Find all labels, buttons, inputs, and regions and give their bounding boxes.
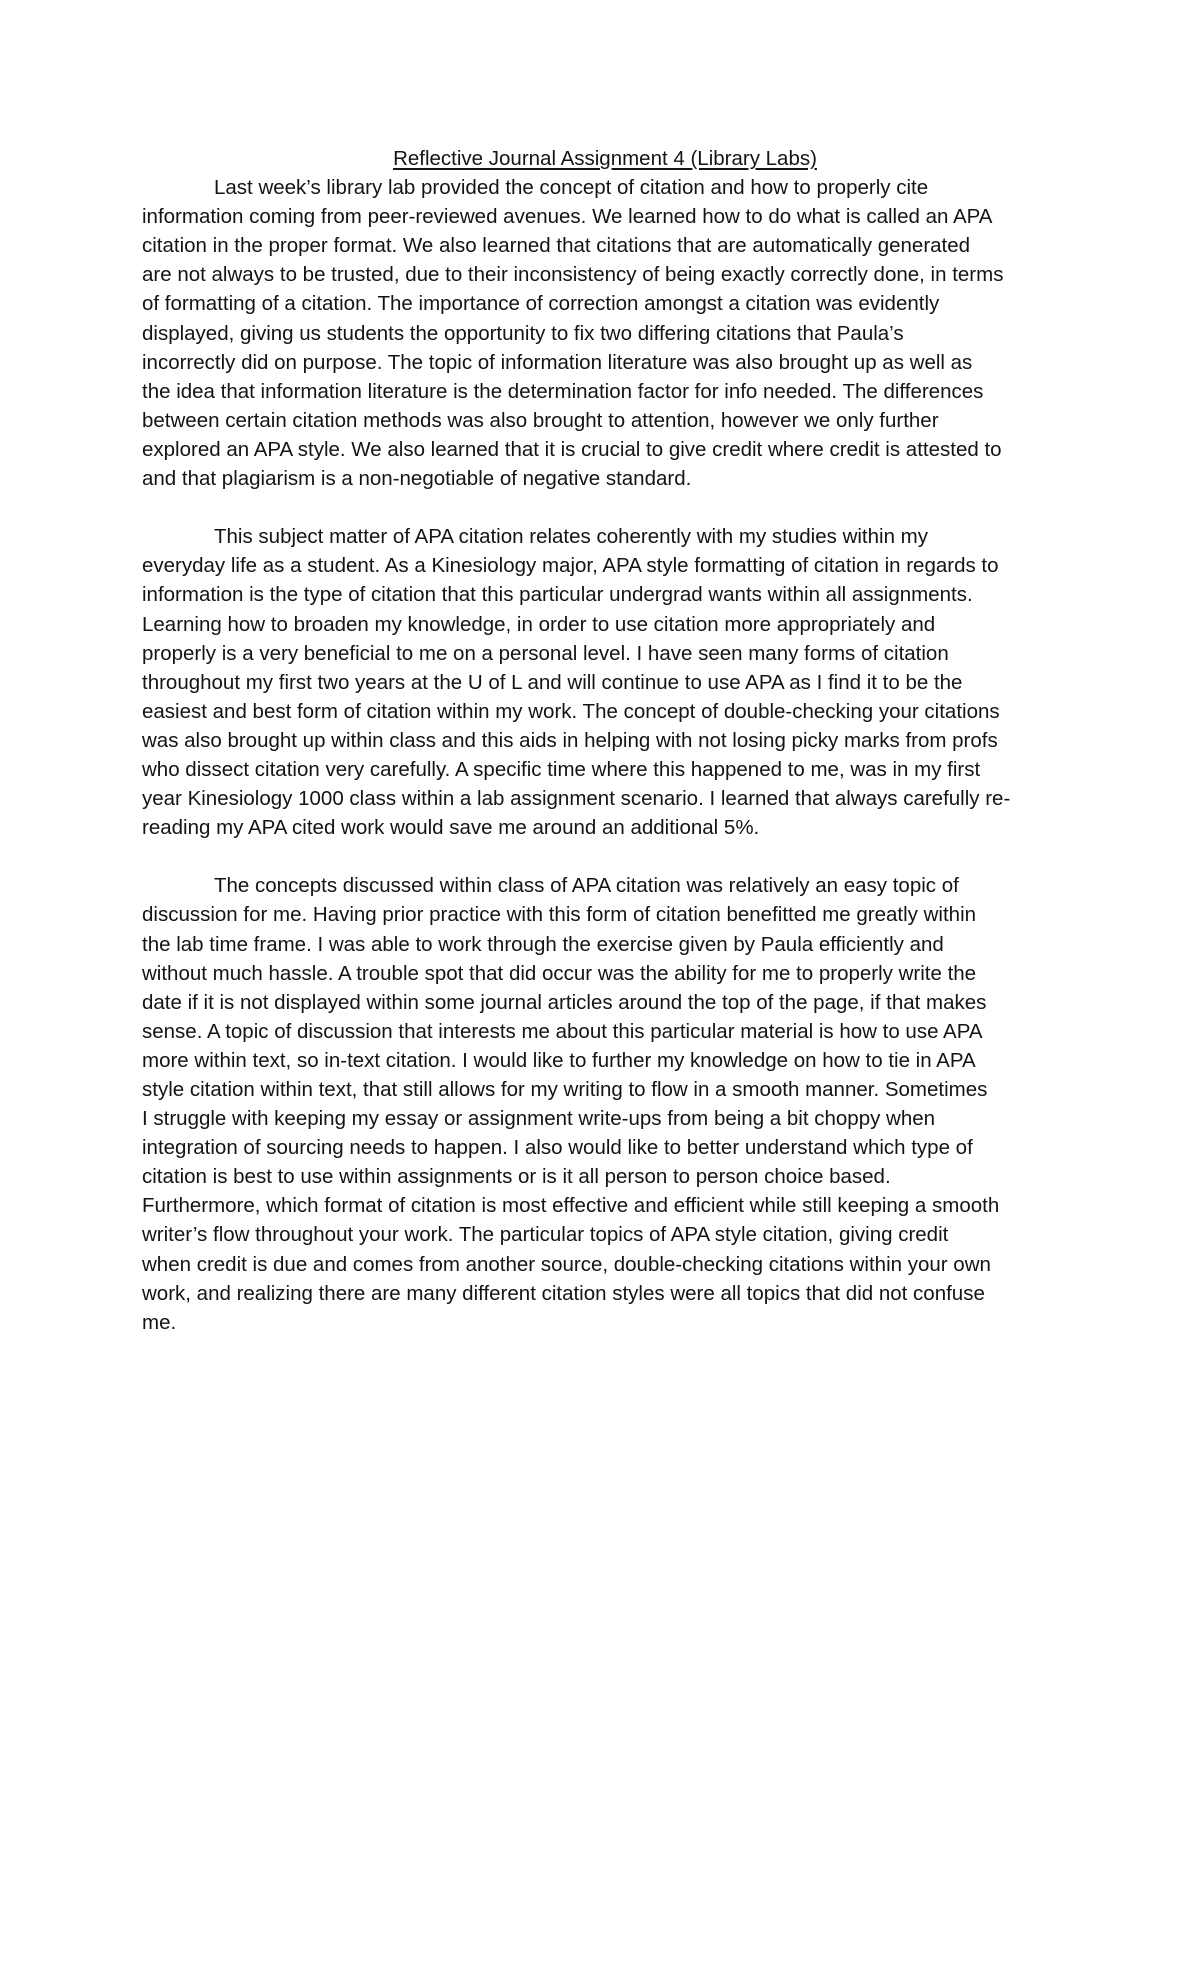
- paragraph-line: citation is best to use within assignments or is it all person to person choice based.: [142, 1165, 891, 1189]
- paragraph-3: [142, 871, 1068, 1337]
- paragraph-line: are not always to be trusted, due to their inconsistency of being exactly correctly done, in terms: [142, 263, 1004, 287]
- paragraph-line: displayed, giving us students the opportunity to fix two differing citations that Paula’s: [142, 321, 904, 345]
- paragraph-line: I struggle with keeping my essay or assignment write-ups from being a bit choppy when: [142, 1107, 936, 1131]
- paragraph-line: Last week’s library lab provided the concept of citation and how to properly cite: [214, 176, 929, 200]
- paragraph-2: [142, 522, 1068, 842]
- paragraph-line: the lab time frame. I was able to work through the exercise given by Paula efficiently and: [142, 932, 944, 956]
- paragraph-line: writer’s flow throughout your work. The particular topics of APA style citation, giving credit: [142, 1223, 949, 1247]
- paragraph-line: between certain citation methods was also brought to attention, however we only further: [142, 408, 939, 432]
- paragraph-line: reading my APA cited work would save me around an additional 5%.: [142, 816, 760, 840]
- paragraph-line: throughout my first two years at the U of L and will continue to use APA as I find it to be the: [142, 670, 963, 694]
- paragraph-line: everyday life as a student. As a Kinesiology major, APA style formatting of citation in regards to: [142, 554, 999, 578]
- paragraph-line: me.: [142, 1310, 177, 1334]
- paragraph-line: information is the type of citation that this particular undergrad wants within all assignments.: [142, 583, 973, 607]
- paragraph-line: when credit is due and comes from another source, double-checking citations within your own: [142, 1252, 991, 1276]
- paragraph-line: citation in the proper format. We also learned that citations that are automatically generated: [142, 234, 971, 258]
- paragraph-line: date if it is not displayed within some journal articles around the top of the page, if that makes: [142, 990, 987, 1014]
- paragraph-line: This subject matter of APA citation relates coherently with my studies within my: [214, 525, 928, 549]
- paragraph-line: integration of sourcing needs to happen. I also would like to better understand which type of: [142, 1136, 973, 1160]
- paragraph-line: work, and realizing there are many different citation styles were all topics that did not confuse: [142, 1281, 985, 1305]
- paragraph-line: easiest and best form of citation within my work. The concept of double-checking your citations: [142, 699, 1000, 723]
- paragraph-line: the idea that information literature is the determination factor for info needed. The differences: [142, 379, 984, 403]
- paragraph-line: discussion for me. Having prior practice with this form of citation benefitted me greatly within: [142, 903, 977, 927]
- paragraph-line: information coming from peer-reviewed avenues. We learned how to do what is called an APA: [142, 205, 993, 229]
- paragraph-line: more within text, so in-text citation. I would like to further my knowledge on how to tie in APA: [142, 1048, 976, 1072]
- paragraph-line: Learning how to broaden my knowledge, in order to use citation more appropriately and: [142, 612, 936, 636]
- paragraph-line: The concepts discussed within class of APA citation was relatively an easy topic of: [214, 874, 959, 898]
- paragraph-line: Furthermore, which format of citation is most effective and efficient while still keeping a smooth: [142, 1194, 1000, 1218]
- document-title: Reflective Journal Assignment 4 (Library Labs): [393, 147, 817, 170]
- paragraph-line: without much hassle. A trouble spot that did occur was the ability for me to properly write the: [142, 961, 977, 985]
- paragraph-line: properly is a very beneficial to me on a personal level. I have seen many forms of citation: [142, 641, 949, 665]
- paragraph-line: style citation within text, that still allows for my writing to flow in a smooth manner. Sometimes: [142, 1078, 988, 1101]
- paragraphs-container: [142, 173, 1068, 1337]
- paragraph-line: incorrectly did on purpose. The topic of information literature was also brought up as well as: [142, 350, 973, 374]
- paragraph-line: year Kinesiology 1000 class within a lab assignment scenario. I learned that always carefully re-: [142, 787, 1011, 811]
- paragraph-line: sense. A topic of discussion that interests me about this particular material is how to use APA: [142, 1019, 983, 1043]
- document-body: [142, 144, 1068, 1337]
- paragraph-line: who dissect citation very carefully. A specific time where this happened to me, was in my first: [142, 757, 981, 781]
- paragraph-line: explored an APA style. We also learned that it is crucial to give credit where credit is attested to: [142, 437, 1002, 461]
- paragraph-line: of formatting of a citation. The importance of correction amongst a citation was evidently: [142, 292, 940, 316]
- paragraph-1: [142, 173, 1068, 493]
- paragraph-line: and that plagiarism is a non-negotiable of negative standard.: [142, 467, 692, 491]
- paragraph-line: was also brought up within class and this aids in helping with not losing picky marks from profs: [142, 728, 998, 752]
